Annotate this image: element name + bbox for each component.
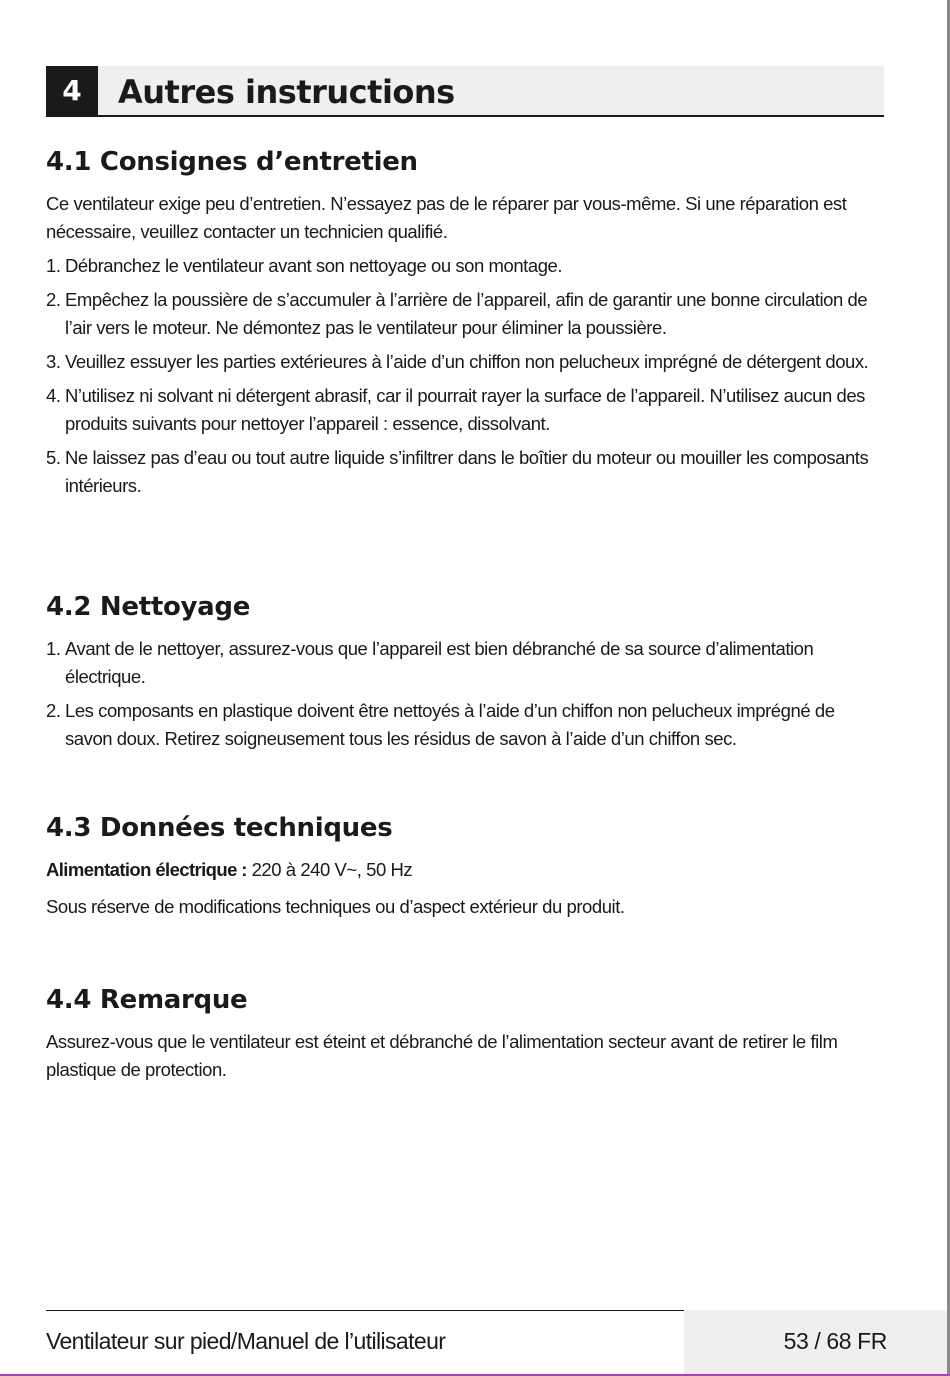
list-item-number: 1. bbox=[46, 638, 61, 659]
maintenance-list bbox=[46, 252, 886, 500]
list-item-text: Avant de le nettoyer, assurez-vous que l’appareil est bien débranché de sa source d’alimentation électrique. bbox=[65, 638, 814, 687]
list-item-text: Veuillez essuyer les parties extérieures à l’aide d’un chiffon non pelucheux imprégné de détergent doux. bbox=[65, 351, 869, 372]
cleaning-list bbox=[46, 635, 886, 753]
list-item bbox=[46, 382, 886, 438]
list-item-number: 3. bbox=[46, 351, 61, 372]
section-title: 4.2 Nettoyage bbox=[46, 592, 251, 622]
list-item-text: Ne laissez pas d’eau ou tout autre liquide s’infiltrer dans le boîtier du moteur ou mouiller les composants intérieurs. bbox=[65, 447, 869, 496]
power-spec-value: 220 à 240 V~, 50 Hz bbox=[251, 859, 413, 880]
list-item-text: Les composants en plastique doivent être nettoyés à l’aide d’un chiffon non pelucheux imprégné de savon doux. Retirez soigneusement tous les résidus de savon à l’aide d’un chiffon sec. bbox=[65, 700, 835, 749]
section-title: 4.1 Consignes d’entretien bbox=[46, 147, 418, 177]
list-item-number: 2. bbox=[46, 700, 61, 721]
footer-divider bbox=[46, 1310, 684, 1311]
list-item-number: 2. bbox=[46, 289, 61, 310]
list-item-text: Empêchez la poussière de s’accumuler à l’arrière de l’appareil, afin de garantir une bonne circulation de l’air vers le moteur. Ne démontez pas le ventilateur pour éliminer la poussière. bbox=[65, 289, 868, 338]
chapter-number: 4 bbox=[46, 66, 98, 115]
technical-note: Sous réserve de modifications techniques ou d’aspect extérieur du produit. bbox=[46, 896, 625, 917]
section-intro: Ce ventilateur exige peu d’entretien. N’essayez pas de le réparer par vous-même. Si une réparation est nécessaire, veuillez contacter un technicien qualifié. bbox=[46, 193, 847, 242]
section-cleaning bbox=[46, 591, 886, 759]
list-item bbox=[46, 444, 886, 500]
list-item-number: 1. bbox=[46, 255, 61, 276]
power-spec bbox=[46, 856, 886, 884]
chapter-header bbox=[46, 66, 884, 117]
list-item bbox=[46, 635, 886, 691]
section-maintenance bbox=[46, 146, 886, 506]
list-item-text: N’utilisez ni solvant ni détergent abrasif, car il pourrait rayer la surface de l’appareil. N’utilisez aucun des produits suivants pour nettoyer l’appareil : essence, dissolvant. bbox=[65, 385, 865, 434]
list-item bbox=[46, 252, 886, 280]
page-number: 53 / 68 FR bbox=[783, 1328, 887, 1354]
footer-document-title: Ventilateur sur pied/Manuel de l’utilisateur bbox=[46, 1328, 446, 1354]
power-spec-label: Alimentation électrique : bbox=[46, 859, 247, 880]
section-title: 4.4 Remarque bbox=[46, 985, 248, 1015]
list-item bbox=[46, 697, 886, 753]
section-title: 4.3 Données techniques bbox=[46, 813, 393, 843]
section-technical-data bbox=[46, 812, 886, 927]
list-item-text: Débranchez le ventilateur avant son nettoyage ou son montage. bbox=[65, 255, 563, 276]
remark-text: Assurez-vous que le ventilateur est éteint et débranché de l’alimentation secteur avant de retirer le film plastique de protection. bbox=[46, 1031, 838, 1080]
list-item-number: 4. bbox=[46, 385, 61, 406]
list-item bbox=[46, 286, 886, 342]
list-item-number: 5. bbox=[46, 447, 61, 468]
chapter-title: Autres instructions bbox=[118, 73, 455, 111]
section-remark bbox=[46, 984, 886, 1090]
list-item bbox=[46, 348, 886, 376]
